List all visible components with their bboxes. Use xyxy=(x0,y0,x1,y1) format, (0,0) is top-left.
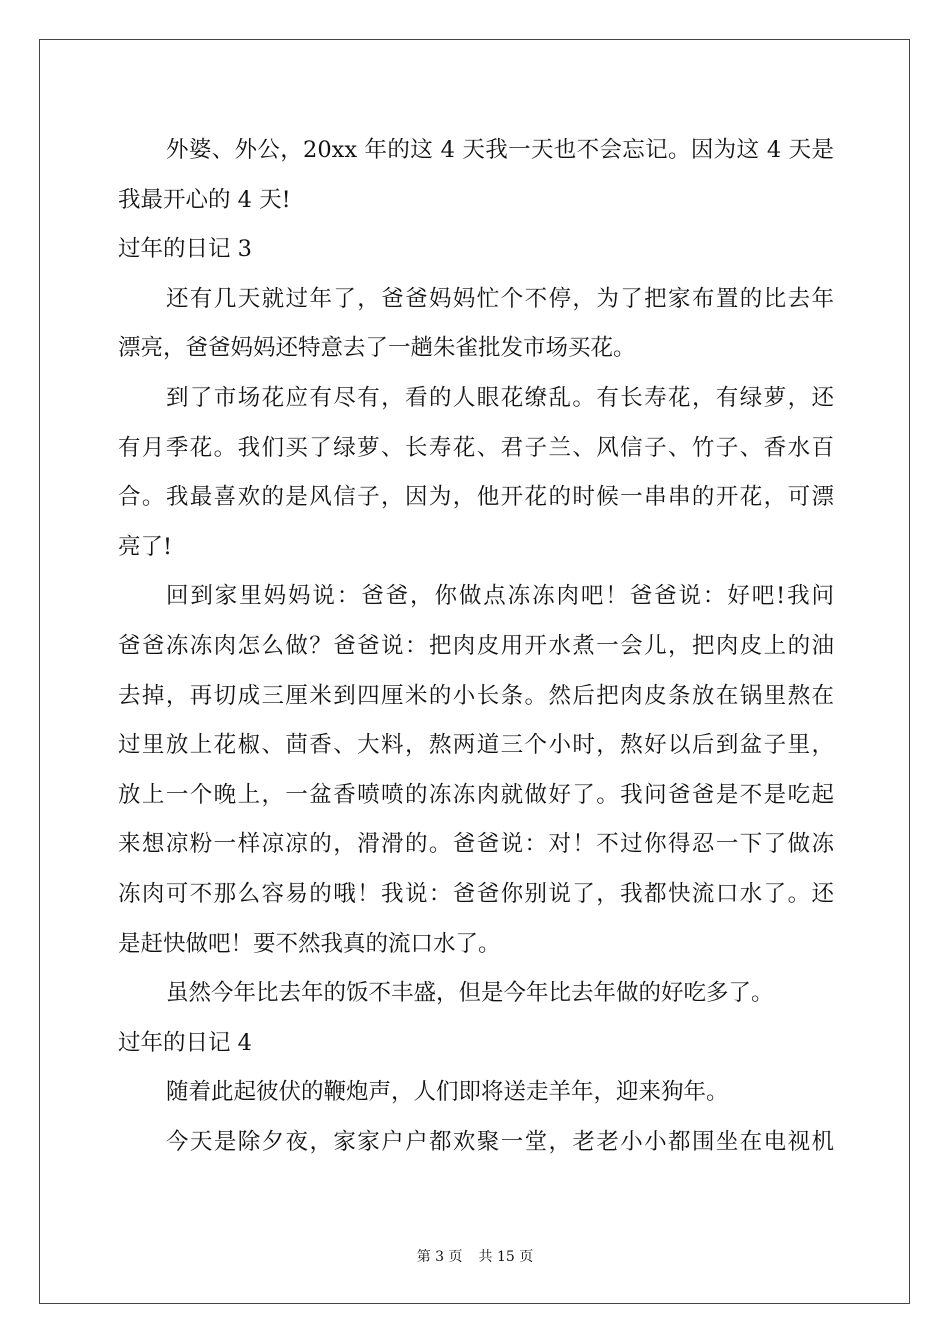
text-line: 外婆、外公，20xx 年的这 4 天我一天也不会忘记。因为这 4 天是 xyxy=(166,137,834,163)
text-line: 去掉，再切成三厘米到四厘米的小长条。然后把肉皮条放在锅里熬在 xyxy=(118,682,834,709)
text-line: 到了市场花应有尽有，看的人眼花缭乱。有长寿花，有绿萝，还 xyxy=(166,384,834,411)
page-footer xyxy=(0,1246,950,1266)
text-line: 漂亮，爸爸妈妈还特意去了一趟朱雀批发市场买花。 xyxy=(118,335,636,362)
text-line: 是赶快做吧！要不然我真的流口水了。 xyxy=(118,930,501,957)
text-line: 我最开心的 4 天! xyxy=(118,186,291,213)
text-line: 还有几天就过年了，爸爸妈妈忙个不停，为了把家布置的比去年 xyxy=(166,285,834,312)
text-line: 虽然今年比去年的饭不丰盛，但是今年比去年做的好吃多了。 xyxy=(166,980,774,1007)
text-line: 过里放上花椒、茴香、大料，熬两道三个小时，熬好以后到盆子里， xyxy=(118,732,834,759)
text-line: 亮了! xyxy=(118,533,173,560)
text-line: 过年的日记 4 xyxy=(118,1029,252,1056)
text-line: 随着此起彼伏的鞭炮声，人们即将送走羊年，迎来狗年。 xyxy=(166,1079,729,1106)
text-line: 放上一个晚上，一盆香喷喷的冻冻肉就做好了。我问爸爸是不是吃起 xyxy=(118,781,834,808)
text-line: 合。我最喜欢的是风信子，因为，他开花的时候一串串的开花，可漂 xyxy=(118,484,834,511)
text-line: 今天是除夕夜，家家户户都欢聚一堂，老老小小都围坐在电视机 xyxy=(166,1128,834,1155)
page-total: 共 15 页 xyxy=(478,1249,534,1265)
page-number: 第 3 页 xyxy=(416,1249,463,1265)
text-line: 冻肉可不那么容易的哦！我说：爸爸你别说了，我都快流口水了。还 xyxy=(118,880,834,907)
text-line: 过年的日记 3 xyxy=(118,236,252,263)
text-line: 来想凉粉一样凉凉的，滑滑的。爸爸说：对！不过你得忍一下了做冻 xyxy=(118,831,834,858)
text-line: 爸爸冻冻肉怎么做？爸爸说：把肉皮用开水煮一会儿，把肉皮上的油 xyxy=(118,632,834,659)
text-line: 回到家里妈妈说：爸爸，你做点冻冻肉吧！爸爸说：好吧!我问 xyxy=(166,583,834,610)
document-body xyxy=(118,126,834,1167)
text-line: 有月季花。我们买了绿萝、长寿花、君子兰、风信子、竹子、香水百 xyxy=(118,434,834,461)
